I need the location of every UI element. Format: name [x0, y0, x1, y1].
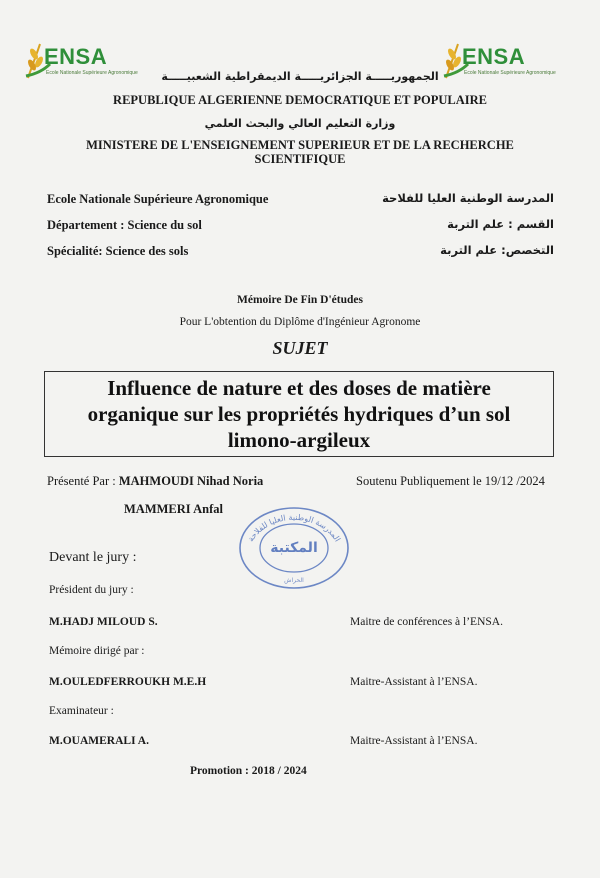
logo-subtitle: Ecole Nationale Supérieure Agronomique [464, 70, 556, 76]
examiner-label: Examinateur : [49, 705, 114, 717]
promotion: Promotion : 2018 / 2024 [190, 765, 307, 777]
thesis-title-line3: limono-argileux [227, 428, 371, 452]
republic-arabic: الجمهوريـــــة الجزائريـــــة الديمقراطية الشعبيـــــة [161, 70, 439, 83]
logo-subtitle: Ecole Nationale Supérieure Agronomique [46, 70, 138, 76]
department-french: Département : Science du sol [47, 218, 202, 232]
logo-text: ENSA [44, 44, 108, 69]
director-label: Mémoire dirigé par : [49, 645, 145, 657]
library-stamp [235, 502, 353, 590]
director-name: M.OULEDFERROUKH M.E.H [49, 676, 207, 688]
stamp-bottom-text: الحراش [284, 577, 304, 584]
examiner-name: M.OUAMERALI A. [49, 735, 149, 747]
presented-by [47, 474, 263, 489]
examiner-title: Maitre-Assistant à l’ENSA. [350, 735, 478, 747]
president-label: Président du jury : [49, 584, 134, 596]
memoire-type: Mémoire De Fin D'études [237, 294, 363, 306]
author-2: MAMMERI Anfal [124, 502, 223, 516]
ministry-french-line2: SCIENTIFIQUE [254, 152, 346, 166]
stamp-center-text: المكتبة [270, 540, 318, 556]
speciality-french: Spécialité: Science des sols [47, 244, 189, 258]
school-arabic: المدرسة الوطنية العليا للفلاحة [382, 191, 554, 205]
thesis-title-box [44, 371, 554, 457]
subject-label: SUJET [272, 338, 328, 358]
stamp-outer-text: المدرسة الوطنية العليا للفلاحة [246, 512, 343, 544]
ministry-arabic: وزارة التعليم العالي والبحث العلمي [204, 117, 396, 130]
author-1: MAHMOUDI Nihad Noria [118, 474, 264, 488]
republic-french: REPUBLIQUE ALGERIENNE DEMOCRATIQUE ET POPULAIRE [113, 93, 487, 107]
ministry-french-line1: MINISTERE DE L'ENSEIGNEMENT SUPERIEUR ET DE LA RECHERCHE [86, 138, 514, 152]
president-name: M.HADJ MILOUD S. [49, 616, 158, 628]
logo-text: ENSA [462, 44, 526, 69]
president-title: Maitre de conférences à l’ENSA. [350, 616, 503, 628]
school-french: Ecole Nationale Supérieure Agronomique [47, 192, 269, 206]
jury-heading: Devant le jury : [49, 550, 137, 565]
defense-date: Soutenu Publiquement le 19/12 /2024 [356, 474, 545, 488]
thesis-title-line2: organique sur les propriétés hydriques d’un sol [87, 402, 511, 426]
department-arabic: القسم : علم التربة [447, 217, 554, 231]
presented-label: Présenté Par : [47, 474, 116, 488]
director-title: Maitre-Assistant à l’ENSA. [350, 676, 478, 688]
memoire-purpose: Pour L'obtention du Diplôme d'Ingénieur Agronome [179, 316, 421, 328]
thesis-title-line1: Influence de nature et des doses de matière [107, 376, 491, 400]
speciality-arabic: التخصص: علم التربة [440, 243, 554, 257]
